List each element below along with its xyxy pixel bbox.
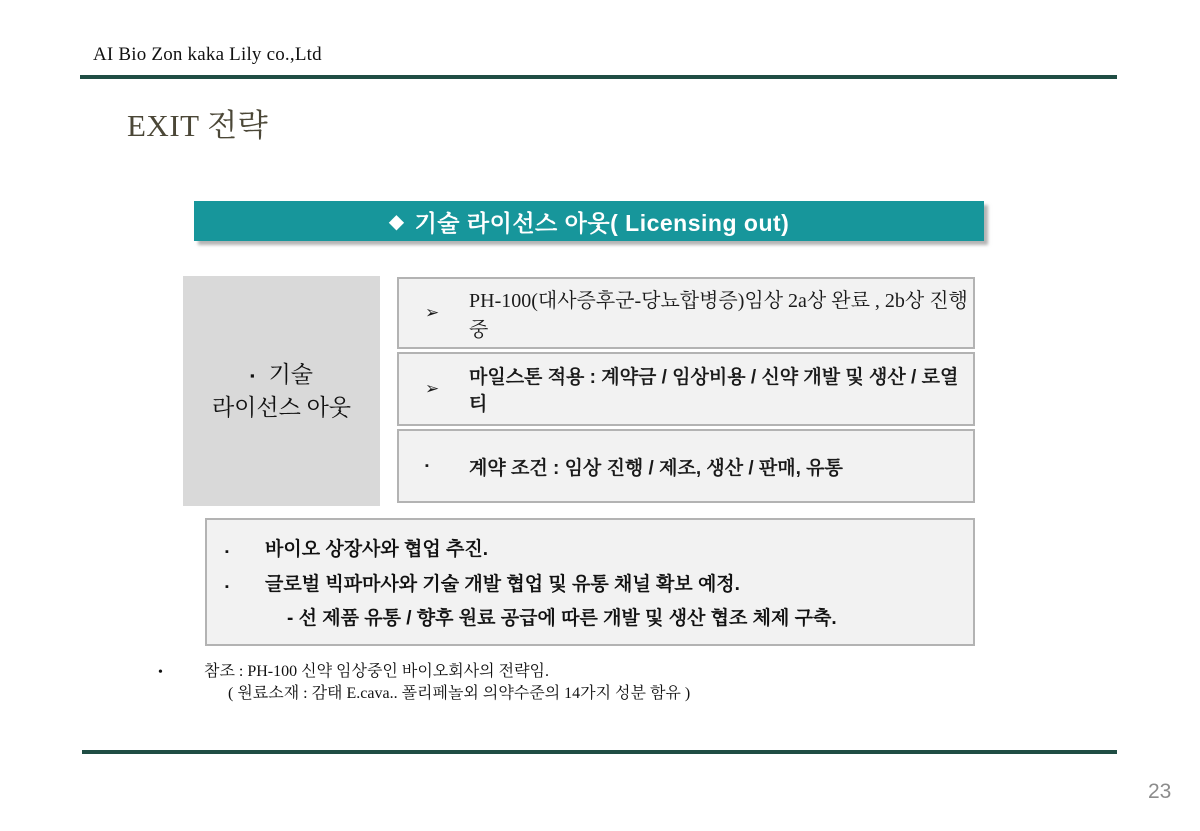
- list-item: [225, 569, 955, 596]
- table-row: [397, 429, 975, 503]
- table-row-text: 계약 조건 : 임상 진행 / 제조, 생산 / 판매, 유통: [469, 457, 843, 479]
- header-divider: [80, 75, 1117, 79]
- page-number: 23: [1148, 780, 1172, 803]
- footnote-line1: 참조 : PH-100 신약 임상중인 바이오회사의 전략임.: [204, 663, 549, 680]
- table-header-cell: [183, 276, 380, 506]
- diamond-icon: ◆: [388, 210, 405, 233]
- list-item-text: 바이오 상장사와 협업 추진.: [265, 538, 489, 560]
- table-header-line2: 라이선스 아웃: [211, 395, 352, 420]
- dot-bullet-icon: •: [158, 665, 163, 680]
- footer-divider: [82, 750, 1117, 754]
- page-title: EXIT 전략: [127, 108, 269, 143]
- table-row: [397, 352, 975, 426]
- table-row-text: PH-100(대사증후군-당뇨합병증)임상 2a상 완료 , 2b상 진행중: [469, 290, 968, 341]
- arrow-bullet-icon: ➢: [425, 379, 440, 398]
- section-banner-label: 기술 라이선스 아웃( Licensing out): [414, 209, 790, 236]
- footnote: [158, 661, 690, 704]
- table-row: [397, 277, 975, 349]
- table-row-text: 마일스톤 적용 : 계약금 / 임상비용 / 신약 개발 및 생산 / 로열티: [469, 367, 959, 415]
- company-name: AI Bio Zon kaka Lily co.,Ltd: [93, 44, 322, 65]
- footnote-line1-row: [158, 661, 690, 683]
- list-item-text: - 선 제품 유통 / 향후 원료 공급에 따른 개발 및 생산 협조 체제 구축.: [287, 608, 837, 630]
- footnote-line2: ( 원료소재 : 감태 E.cava.. 폴리페놀외 의약수준의 14가지 성분 함유 ): [228, 684, 691, 702]
- section-banner: [194, 201, 984, 241]
- square-bullet-icon: ▪: [425, 460, 429, 472]
- summary-box: [205, 518, 975, 646]
- table-header-line1: [250, 358, 313, 391]
- square-bullet-icon: ▪: [249, 367, 255, 383]
- arrow-bullet-icon: ➢: [425, 303, 440, 322]
- square-bullet-icon: ▪: [225, 580, 229, 593]
- list-item: [225, 534, 955, 561]
- list-item: [225, 603, 955, 630]
- list-item-text: 글로벌 빅파마사와 기술 개발 협업 및 유통 채널 확보 예정.: [265, 573, 740, 595]
- square-bullet-icon: ▪: [225, 545, 229, 558]
- table-header-text1: 기술: [268, 361, 314, 387]
